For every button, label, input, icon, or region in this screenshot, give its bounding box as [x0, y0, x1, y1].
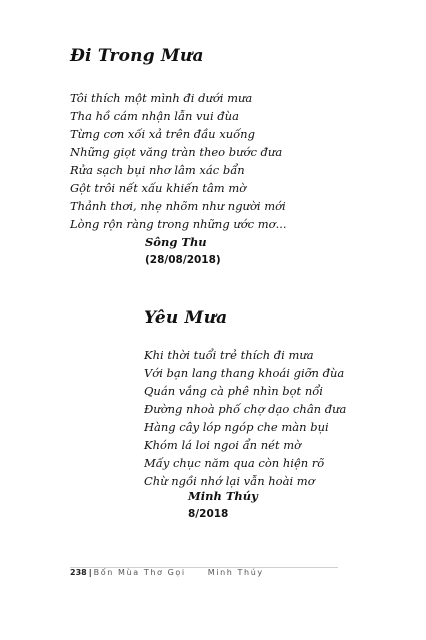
poem-line: Tha hồ cám nhận lẫn vui đùa — [70, 109, 239, 123]
poem-line: Từng cơn xối xả trên đầu xuống — [70, 127, 255, 141]
poem-date: 8/2018 — [188, 508, 229, 520]
poem-line: Lòng rộn ràng trong những ước mơ... — [70, 217, 287, 231]
poem-line: Khóm lá loi ngoi ẩn nét mờ — [144, 438, 302, 452]
poem-body — [70, 89, 287, 233]
poem-line: Gột trôi nết xấu khiến tâm mờ — [70, 181, 247, 195]
poem-title: Đi Trong Mưa — [70, 46, 204, 66]
poem-date: (28/08/2018) — [145, 254, 221, 266]
page-footer — [70, 567, 264, 579]
book-title: Bốn Mùa Thơ Gọi — [93, 568, 186, 577]
poem-line: Thảnh thơi, nhẹ nhõm như người mới — [70, 199, 286, 213]
book-author: Minh Thúy — [207, 568, 264, 577]
poem-line: Hàng cây lóp ngóp che màn bụi — [144, 420, 329, 434]
poem-signature — [188, 487, 258, 523]
poem-line: Mấy chục năm qua còn hiện rõ — [144, 456, 325, 470]
poem-line: Quán vắng cà phê nhìn bọt nổi — [144, 384, 323, 398]
poem-line: Những giọt văng tràn theo bước đưa — [70, 145, 283, 159]
page-number: 238 — [70, 568, 87, 577]
poem-line: Rửa sạch bụi nhơ lâm xác bẩn — [70, 163, 245, 177]
poem-line: Chừ ngồi nhớ lại vẫn hoài mơ — [144, 474, 315, 488]
footer-separator: | — [88, 568, 92, 577]
poem-signature — [145, 233, 221, 269]
poem-body — [144, 346, 346, 490]
poem-author: Minh Thúy — [188, 489, 258, 503]
poem-author: Sông Thu — [145, 235, 207, 249]
poem-title: Yêu Mưa — [144, 308, 228, 328]
poem-line: Với bạn lang thang khoái giỡn đùa — [144, 366, 345, 380]
poem-line: Đường nhoà phố chợ dạo chân đưa — [144, 402, 347, 416]
poem-line: Khi thời tuổi trẻ thích đi mưa — [144, 348, 314, 362]
poem-line: Tôi thích một mình đi dưới mưa — [70, 91, 253, 105]
